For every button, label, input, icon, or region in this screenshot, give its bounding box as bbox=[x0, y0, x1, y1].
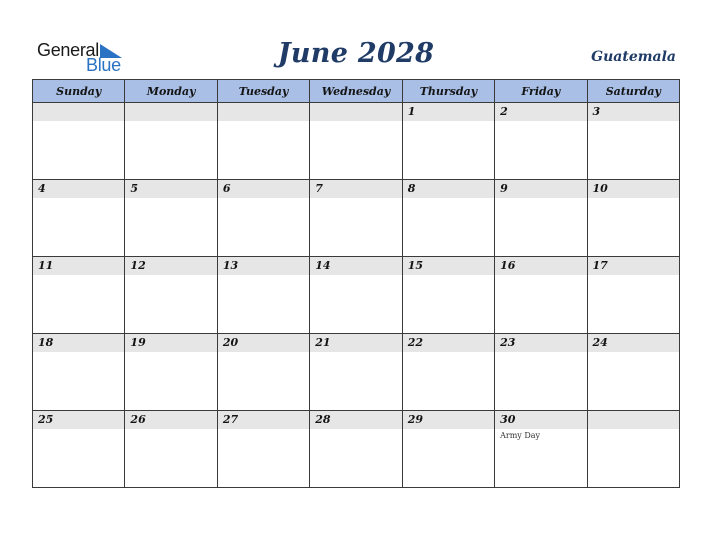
empty-day-cell bbox=[33, 103, 125, 180]
day-cell bbox=[587, 180, 679, 257]
day-cell bbox=[587, 103, 679, 180]
day-number: 16 bbox=[500, 259, 516, 272]
holiday-label: Army Day bbox=[500, 431, 541, 440]
day-band bbox=[33, 411, 124, 429]
day-band bbox=[495, 334, 586, 352]
day-cell bbox=[402, 180, 494, 257]
weekday-header: Tuesday bbox=[217, 80, 309, 103]
weekday-header: Friday bbox=[495, 80, 587, 103]
week-row bbox=[33, 180, 680, 257]
day-band bbox=[218, 180, 309, 198]
day-cell bbox=[402, 257, 494, 334]
day-number: 27 bbox=[222, 413, 239, 426]
day-number: 6 bbox=[222, 182, 231, 195]
day-cell bbox=[217, 180, 309, 257]
day-band bbox=[588, 411, 679, 429]
day-band bbox=[33, 257, 124, 275]
day-number: 5 bbox=[130, 182, 139, 195]
day-cell bbox=[402, 334, 494, 411]
day-cell bbox=[125, 334, 217, 411]
calendar-title: June 2028 bbox=[277, 38, 435, 69]
day-cell bbox=[125, 180, 217, 257]
day-cell bbox=[217, 334, 309, 411]
empty-day-cell bbox=[217, 103, 309, 180]
day-cell bbox=[33, 180, 125, 257]
weekday-header: Thursday bbox=[402, 80, 494, 103]
month-calendar bbox=[32, 79, 680, 488]
day-cell bbox=[310, 257, 402, 334]
day-number: 26 bbox=[130, 413, 146, 426]
day-band bbox=[33, 103, 124, 121]
day-band bbox=[495, 257, 586, 275]
day-band bbox=[588, 257, 679, 275]
day-band bbox=[218, 334, 309, 352]
day-number: 21 bbox=[315, 336, 331, 349]
logo-word-blue: Blue bbox=[86, 55, 121, 75]
day-cell bbox=[402, 411, 494, 488]
day-number: 3 bbox=[592, 105, 601, 118]
day-number: 10 bbox=[592, 182, 608, 195]
logo-word-general: General bbox=[37, 40, 99, 60]
day-number: 1 bbox=[407, 105, 416, 118]
day-number: 15 bbox=[407, 259, 423, 272]
day-cell bbox=[495, 411, 587, 488]
day-cell bbox=[125, 257, 217, 334]
day-band bbox=[33, 180, 124, 198]
day-number: 9 bbox=[500, 182, 508, 195]
day-band bbox=[125, 103, 216, 121]
day-cell bbox=[495, 103, 587, 180]
day-cell bbox=[495, 180, 587, 257]
day-number: 11 bbox=[38, 259, 54, 272]
day-band bbox=[310, 334, 401, 352]
day-number: 4 bbox=[38, 182, 46, 195]
day-band bbox=[125, 257, 216, 275]
day-number: 30 bbox=[500, 413, 516, 426]
week-row bbox=[33, 411, 680, 488]
weekday-header: Monday bbox=[125, 80, 217, 103]
day-band bbox=[588, 334, 679, 352]
day-number: 8 bbox=[407, 182, 416, 195]
day-cell bbox=[495, 257, 587, 334]
week-row bbox=[33, 257, 680, 334]
empty-day-cell bbox=[587, 411, 679, 488]
day-number: 14 bbox=[315, 259, 331, 272]
day-cell bbox=[33, 334, 125, 411]
day-cell bbox=[310, 411, 402, 488]
day-band bbox=[125, 411, 216, 429]
day-number: 25 bbox=[38, 413, 54, 426]
weekday-header: Wednesday bbox=[310, 80, 402, 103]
week-row bbox=[33, 334, 680, 411]
day-number: 22 bbox=[407, 336, 423, 349]
day-number: 23 bbox=[500, 336, 516, 349]
day-number: 24 bbox=[592, 336, 608, 349]
day-cell bbox=[495, 334, 587, 411]
day-number: 7 bbox=[315, 182, 323, 195]
day-band bbox=[403, 334, 494, 352]
day-band bbox=[125, 180, 216, 198]
day-cell bbox=[125, 411, 217, 488]
day-cell bbox=[587, 334, 679, 411]
day-band bbox=[403, 411, 494, 429]
day-number: 19 bbox=[130, 336, 146, 349]
day-band bbox=[403, 257, 494, 275]
week-row bbox=[33, 103, 680, 180]
day-band bbox=[33, 334, 124, 352]
day-band bbox=[495, 103, 586, 121]
day-cell bbox=[587, 257, 679, 334]
weekday-header: Saturday bbox=[587, 80, 679, 103]
weekday-header: Sunday bbox=[33, 80, 125, 103]
day-band bbox=[403, 103, 494, 121]
day-band bbox=[588, 180, 679, 198]
day-band bbox=[310, 257, 401, 275]
day-cell bbox=[33, 411, 125, 488]
day-band bbox=[403, 180, 494, 198]
day-number: 20 bbox=[222, 336, 239, 349]
day-band bbox=[495, 411, 586, 429]
day-number: 18 bbox=[38, 336, 54, 349]
empty-day-cell bbox=[125, 103, 217, 180]
day-cell bbox=[402, 103, 494, 180]
day-band bbox=[310, 180, 401, 198]
empty-day-cell bbox=[310, 103, 402, 180]
day-number: 28 bbox=[315, 413, 331, 426]
day-number: 13 bbox=[222, 259, 239, 272]
day-band bbox=[588, 103, 679, 121]
country-label: Guatemala bbox=[591, 49, 676, 65]
day-cell bbox=[33, 257, 125, 334]
day-number: 29 bbox=[407, 413, 423, 426]
day-band bbox=[310, 411, 401, 429]
day-band bbox=[495, 180, 586, 198]
day-band bbox=[125, 334, 216, 352]
day-band bbox=[218, 257, 309, 275]
day-cell bbox=[310, 180, 402, 257]
day-band bbox=[218, 103, 309, 121]
day-cell bbox=[217, 411, 309, 488]
day-band bbox=[218, 411, 309, 429]
weekday-header-row bbox=[33, 80, 680, 103]
day-number: 2 bbox=[500, 105, 508, 118]
day-cell bbox=[217, 257, 309, 334]
day-number: 17 bbox=[592, 259, 608, 272]
day-cell bbox=[310, 334, 402, 411]
day-band bbox=[310, 103, 401, 121]
day-number: 12 bbox=[130, 259, 146, 272]
